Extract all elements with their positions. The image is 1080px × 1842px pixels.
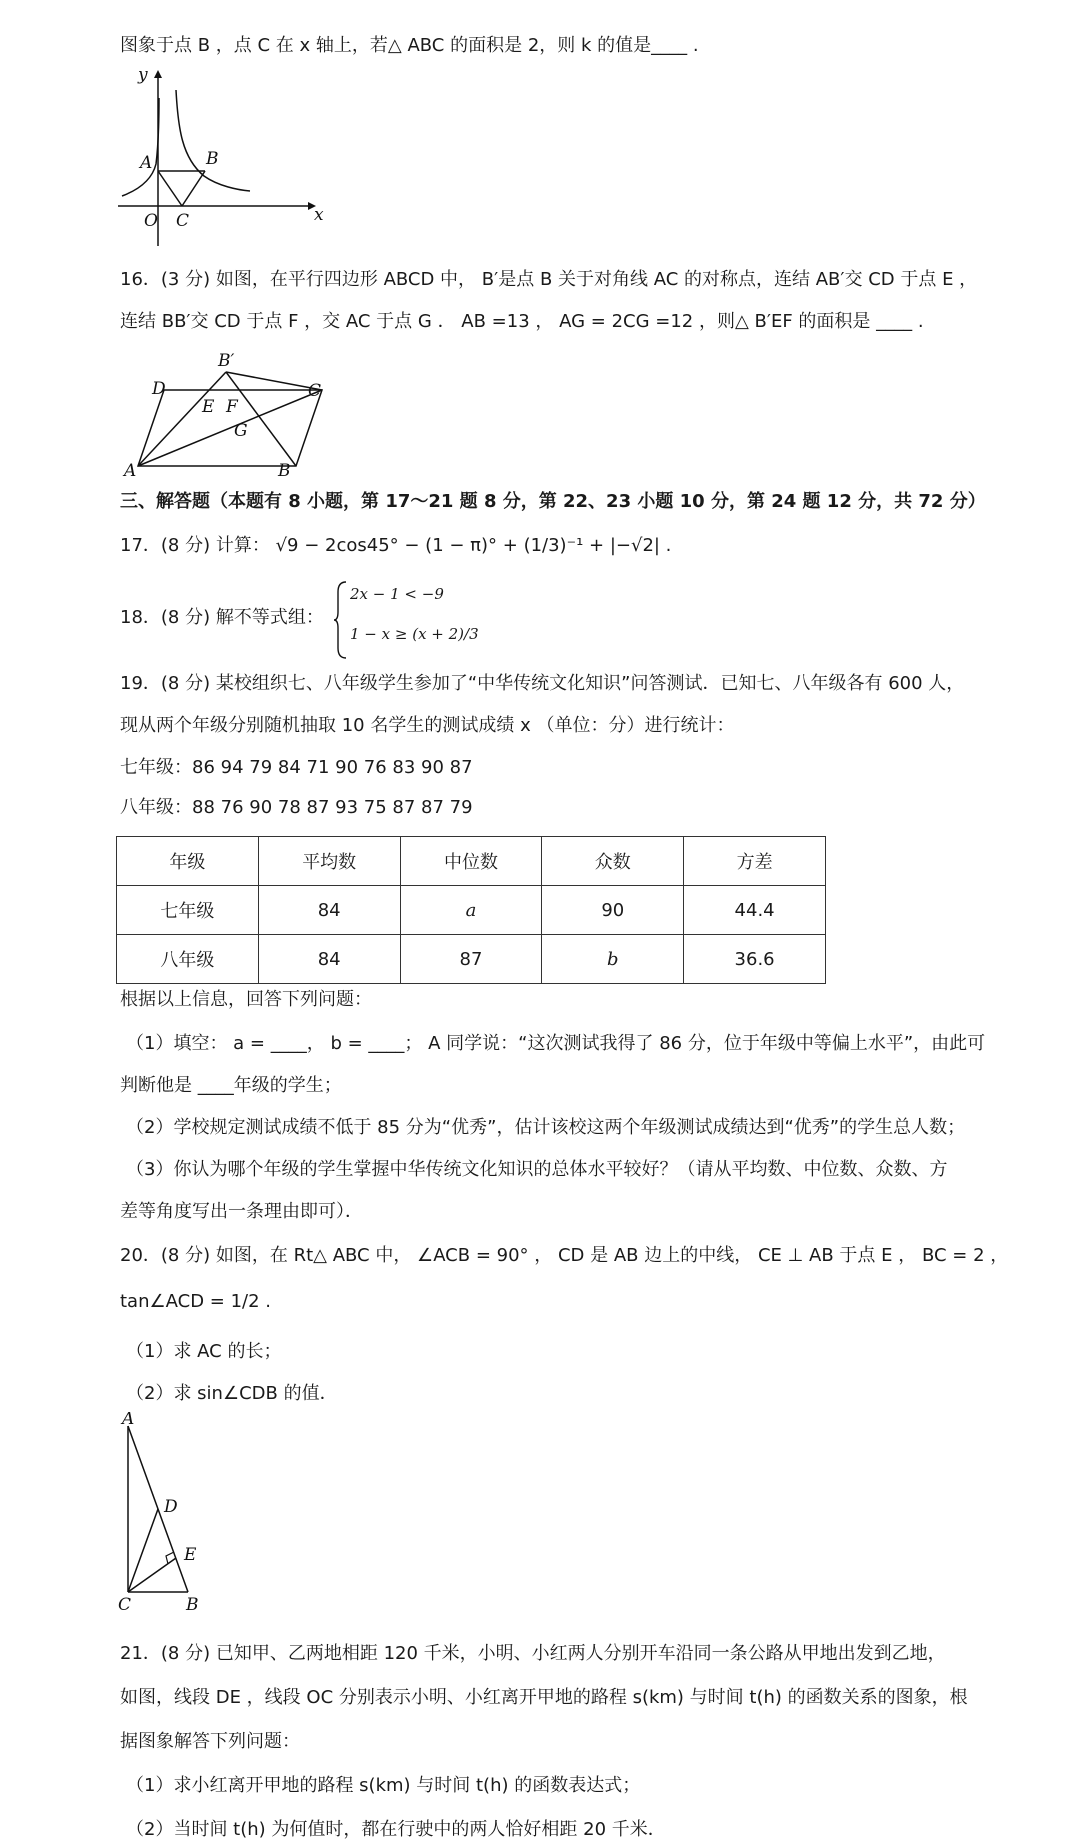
q19-grade8-scores: 八年级：88 76 90 78 87 93 75 87 87 79 — [120, 797, 473, 818]
q17-text: 17．(8 分) 计算： √9 − 2cos45° − (1 − π)° + (1/3)⁻¹ + |−√2| . — [120, 535, 672, 556]
q19-part3b: 差等角度写出一条理由即可）． — [120, 1201, 363, 1222]
figure-15-graph — [118, 68, 328, 248]
fig15-label-o: O — [144, 211, 158, 231]
q18-inequality-2: 1 − x ≥ (x + 2)/3 — [350, 625, 479, 643]
q19-line1: 19．(8 分) 某校组织七、八年级学生参加了“中华传统文化知识”问答测试．已知七、八年级各有 600 人， — [120, 673, 965, 694]
fig16-label-b: B — [278, 461, 291, 480]
table-header-cell: 年级 — [117, 837, 259, 886]
q19-part1b: 判断他是 ____年级的学生； — [120, 1075, 342, 1096]
table-cell: 87 — [400, 935, 542, 984]
fig15-label-a: A — [140, 153, 153, 173]
fig16-label-d: D — [152, 379, 166, 399]
table-cell: b — [542, 935, 684, 984]
q19-after-text: 根据以上信息，回答下列问题： — [120, 989, 372, 1010]
q21-line2: 如图，线段 DE ，线段 OC 分别表示小明、小红离开甲地的路程 s(km) 与时间 t(h) 的函数关系的图象，根 — [120, 1687, 968, 1708]
q19-grade7-scores: 七年级：86 94 79 84 71 90 76 83 90 87 — [120, 757, 473, 778]
q18-inequality-1: 2x − 1 < −9 — [350, 585, 444, 603]
table-header-cell: 平均数 — [258, 837, 400, 886]
figure-20-triangle — [116, 1412, 226, 1612]
fig16-label-f: F — [226, 397, 238, 417]
q18-text: 18．(8 分) 解不等式组： — [120, 607, 324, 628]
table-cell: 44.4 — [684, 886, 826, 935]
q19-part1a: （1）填空： a = ____， b = ____； A 同学说：“这次测试我得了 86 分，位于年级中等偏上水平”，由此可 — [126, 1033, 986, 1054]
fig16-label-a: A — [124, 461, 137, 480]
q15-text: 图象于点 B ，点 C 在 x 轴上，若△ ABC 的面积是 2，则 k 的值是____ . — [120, 35, 699, 56]
figure-16-parallelogram — [118, 350, 338, 480]
q19-part3a: （3）你认为哪个年级的学生掌握中华传统文化知识的总体水平较好？（请从平均数、中位数、众数、方 — [126, 1159, 948, 1180]
q19-part2: （2）学校规定测试成绩不低于 85 分为“优秀”，估计该校这两个年级测试成绩达到“优秀”的学生总人数； — [126, 1117, 966, 1138]
fig16-label-bprime: B′ — [218, 351, 235, 371]
q21-line3: 据图象解答下列问题： — [120, 1731, 300, 1752]
section-3-heading: 三、解答题（本题有 8 小题，第 17～21 题 8 分，第 22、23 小题 10 分，第 24 题 12 分，共 72 分） — [120, 491, 986, 512]
table-cell: 八年级 — [117, 935, 259, 984]
fig16-label-g: G — [234, 421, 248, 441]
q19-stats-table — [116, 836, 826, 984]
fig15-label-y: y — [138, 68, 148, 85]
fig20-label-c: C — [118, 1595, 132, 1612]
q18-brace — [334, 580, 348, 660]
q21-part2: （2）当时间 t(h) 为何值时，都在行驶中的两人恰好相距 20 千米． — [126, 1819, 666, 1840]
table-header-cell: 众数 — [542, 837, 684, 886]
fig15-label-c: C — [176, 211, 190, 231]
fig15-label-x: x — [314, 205, 324, 225]
fig16-label-e: E — [202, 397, 215, 417]
table-cell: 84 — [258, 886, 400, 935]
table-cell: 七年级 — [117, 886, 259, 935]
q20-line1: 20．(8 分) 如图，在 Rt△ ABC 中， ∠ACB = 90° ， CD 是 AB 边上的中线， CE ⊥ AB 于点 E ， BC = 2 ， — [120, 1245, 1009, 1266]
table-cell: 90 — [542, 886, 684, 935]
q16-line1: 16．(3 分) 如图，在平行四边形 ABCD 中， B′是点 B 关于对角线 AC 的对称点，连结 AB′交 CD 于点 E ， — [120, 269, 978, 290]
fig20-label-e: E — [184, 1545, 197, 1565]
q21-part1: （1）求小红离开甲地的路程 s(km) 与时间 t(h) 的函数表达式； — [126, 1775, 641, 1796]
fig15-label-b: B — [206, 149, 219, 169]
fig20-label-b: B — [186, 1595, 199, 1612]
table-header-cell: 方差 — [684, 837, 826, 886]
q20-line2: tan∠ACD = 1/2 . — [120, 1291, 271, 1312]
fig20-label-a: A — [122, 1412, 135, 1429]
q20-part1: （1）求 AC 的长； — [126, 1341, 282, 1362]
q19-line2: 现从两个年级分别随机抽取 10 名学生的测试成绩 x （单位：分）进行统计： — [120, 715, 735, 736]
fig20-label-d: D — [164, 1497, 178, 1517]
table-row — [117, 935, 826, 984]
table-cell: 36.6 — [684, 935, 826, 984]
table-header-cell: 中位数 — [400, 837, 542, 886]
table-header-row — [117, 837, 826, 886]
table-cell: 84 — [258, 935, 400, 984]
q20-part2: （2）求 sin∠CDB 的值． — [126, 1383, 338, 1404]
table-cell: a — [400, 886, 542, 935]
fig16-label-c: C — [308, 381, 322, 401]
q16-line2: 连结 BB′交 CD 于点 F ，交 AC 于点 G ． AB =13 ， AG = 2CG =12 ，则△ B′EF 的面积是 ____ . — [120, 311, 924, 332]
q21-line1: 21．(8 分) 已知甲、乙两地相距 120 千米，小明、小红两人分别开车沿同一条公路从甲地出发到乙地， — [120, 1643, 946, 1664]
table-row — [117, 886, 826, 935]
